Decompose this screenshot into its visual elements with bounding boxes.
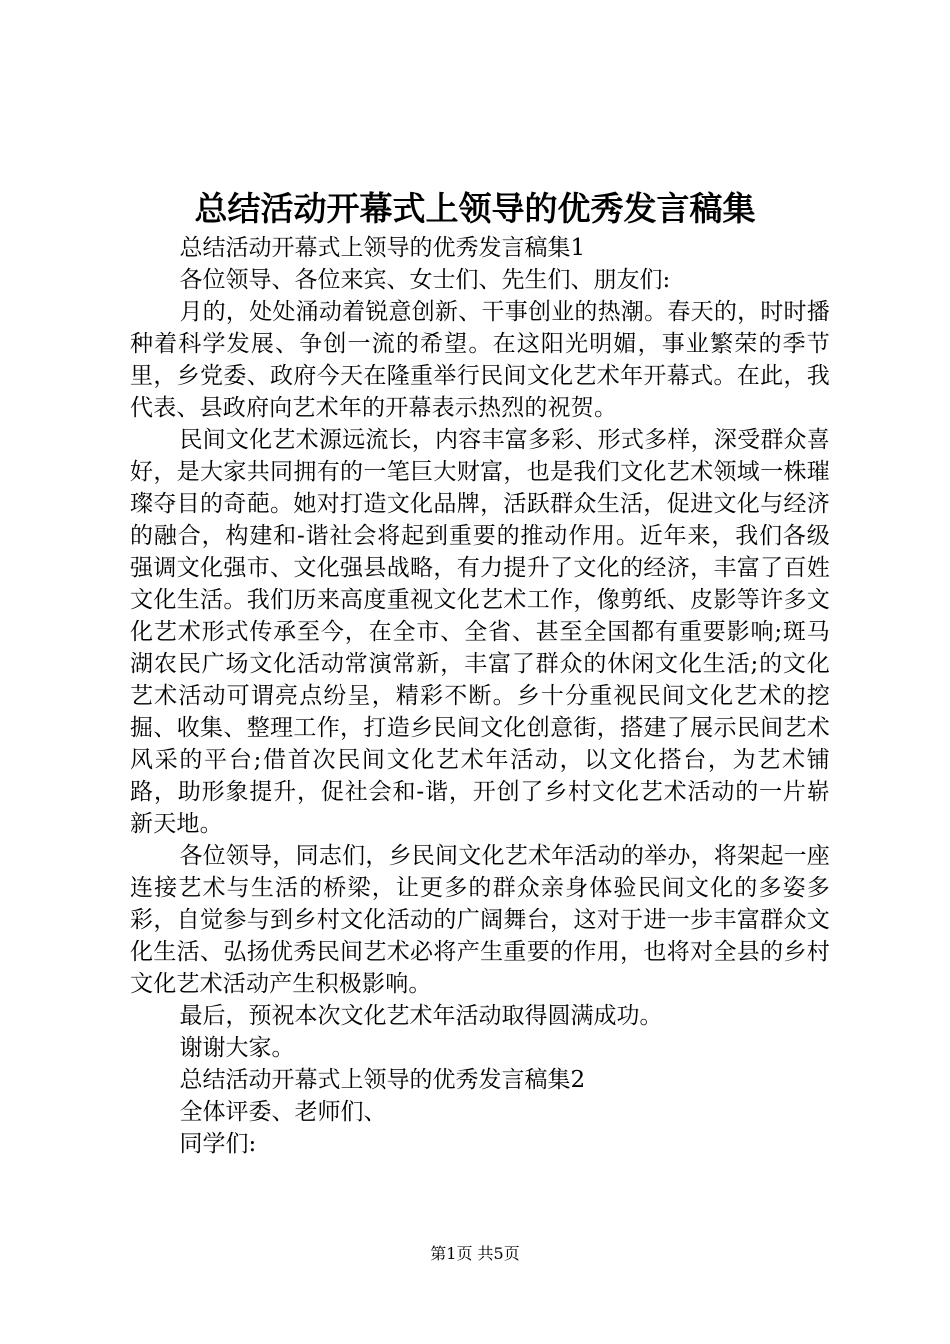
greeting-1: 各位领导、各位来宾、女士们、先生们、朋友们: bbox=[179, 267, 671, 293]
thanks-line: 谢谢大家。 bbox=[179, 1035, 295, 1061]
document-body bbox=[130, 232, 830, 1160]
greeting-2-line-2: 同学们: bbox=[179, 1131, 257, 1157]
section-heading-1: 总结活动开幕式上领导的优秀发言稿集1 bbox=[179, 235, 586, 261]
greeting-2-line-1: 全体评委、老师们、 bbox=[179, 1099, 387, 1125]
section-heading-2: 总结活动开幕式上领导的优秀发言稿集2 bbox=[179, 1067, 586, 1093]
closing-line: 最后，预祝本次文化艺术年活动取得圆满成功。 bbox=[179, 1003, 663, 1029]
page-indicator: 第1页 共5页 bbox=[430, 1244, 520, 1263]
paragraph-2: 民间文化艺术源远流长，内容丰富多彩、形式多样，深受群众喜好，是大家共同拥有的一笔巨大财富，也是我们文化艺术领域一株璀璨夺目的奇葩。她对打造文化品牌，活跃群众生活，促进文化与经济的融合，构建和-谐社会将起到重要的推动作用。近年来，我们各级强调文化强市、文化强县战略，有力提升了文化的经济，丰富了百姓文化生活。我们历来高度重视文化艺术工作，像剪纸、皮影等许多文化艺术形式传承至今，在全市、全省、甚至全国都有重要影响;斑马湖农民广场文化活动常演常新，丰富了群众的休闲文化生活;的文化艺术活动可谓亮点纷呈，精彩不断。乡十分重视民间文化艺术的挖掘、收集、整理工作，打造乡民间文化创意街，搭建了展示民间艺术风采的平台;借首次民间文化艺术年活动，以文化搭台，为艺术铺路，助形象提升，促社会和-谐，开创了乡村文化艺术活动的一片崭新天地。 bbox=[130, 427, 830, 837]
paragraph-1: 月的，处处涌动着锐意创新、干事创业的热潮。春天的，时时播种着科学发展、争创一流的希望。在这阳光明媚，事业繁荣的季节里，乡党委、政府今天在隆重举行民间文化艺术年开幕式。在此，我代表、县政府向艺术年的开幕表示热烈的祝贺。 bbox=[130, 299, 830, 421]
paragraph-3: 各位领导，同志们，乡民间文化艺术年活动的举办，将架起一座连接艺术与生活的桥梁，让更多的群众亲身体验民间文化的多姿多彩，自觉参与到乡村文化活动的广阔舞台，这对于进一步丰富群众文化生活、弘扬优秀民间艺术必将产生重要的作用，也将对全县的乡村文化艺术活动产生积极影响。 bbox=[130, 843, 830, 997]
document-title: 总结活动开幕式上领导的优秀发言稿集 bbox=[194, 189, 756, 228]
